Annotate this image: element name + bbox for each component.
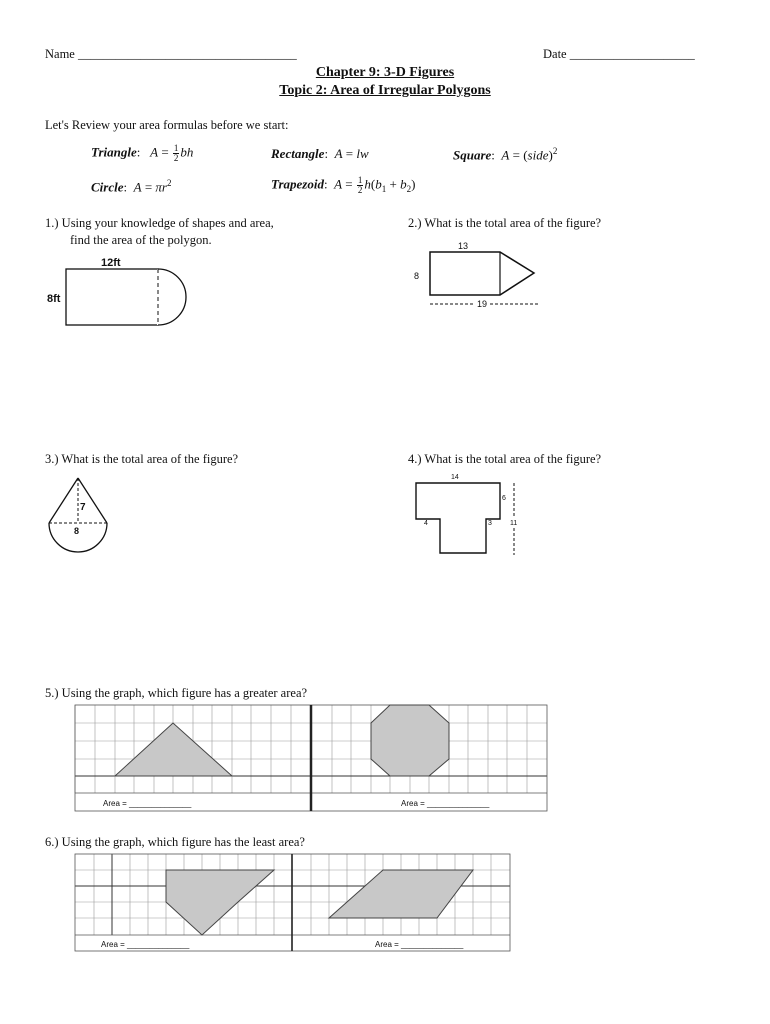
q4-left-step-label: 4 [424, 520, 428, 527]
square-formula: Square: A = (side)$^2$ [453, 146, 558, 163]
question-3: 3.) What is the total area of the figure? [45, 452, 239, 466]
triangle-formula: Triangle: A = $\frac{1}{2}$ bh [91, 143, 194, 163]
date-label: Date [543, 47, 567, 61]
q2-left-label: 8 [414, 271, 420, 281]
q5-area-right: Area = ______________ [401, 799, 490, 808]
q4-top-label: 14 [451, 474, 459, 481]
half-fraction: $\frac{1}{2}$ [173, 143, 179, 163]
q6-area-left: Area = ______________ [101, 940, 190, 949]
circle-formula: Circle: $A = \pi r^2$ [91, 178, 172, 195]
q5-area-left: Area = ______________ [103, 799, 192, 808]
q3-base-label: 8 [74, 526, 80, 536]
triangle-label: Triangle [91, 144, 137, 160]
q1-top-label: 12ft [101, 257, 121, 269]
name-label: Name [45, 47, 75, 61]
rectangle-formula: Rectangle: A = lw [271, 146, 369, 161]
question-2: 2.) What is the total area of the figure? [408, 216, 602, 230]
rectangle-label: Rectangle [271, 146, 325, 161]
question-6: 6.) Using the graph, which figure has the least area? [45, 835, 305, 849]
date-line: ____________________ [569, 47, 695, 61]
question-5: 5.) Using the graph, which figure has a greater area? [45, 686, 308, 700]
q6-parallelogram [329, 870, 473, 918]
name-line: ___________________________________ [77, 47, 297, 61]
question-4: 4.) What is the total area of the figure? [408, 452, 602, 466]
question-1-line-1: 1.) Using your knowledge of shapes and area, [45, 216, 274, 230]
circle-label: Circle [91, 179, 124, 195]
review-intro: Let's Review your area formulas before we start: [45, 118, 289, 132]
q2-bottom-label: 19 [477, 299, 488, 309]
q3-height-label: 7 [80, 502, 86, 513]
q1-left-label: 8ft [47, 293, 61, 305]
q4-right-short-label: 6 [502, 495, 506, 502]
half-fraction: $\frac{1}{2}$ [357, 175, 363, 195]
chapter-title: Chapter 9: 3-D Figures [315, 65, 455, 80]
q4-right-step-label: 3 [488, 520, 492, 527]
q2-top-label: 13 [458, 241, 469, 251]
question-1-line-2: find the area of the polygon. [70, 233, 212, 247]
q4-right-long-label: 11 [510, 520, 518, 527]
trapezoid-formula: Trapezoid: A = $\frac{1}{2}$ $h(b_1 + b_2)$ [271, 175, 416, 195]
square-label: Square [453, 147, 492, 163]
topic-title: Topic 2: Area of Irregular Polygons [279, 83, 491, 98]
trapezoid-label: Trapezoid [271, 176, 324, 192]
q6-area-right: Area = ______________ [375, 940, 464, 949]
